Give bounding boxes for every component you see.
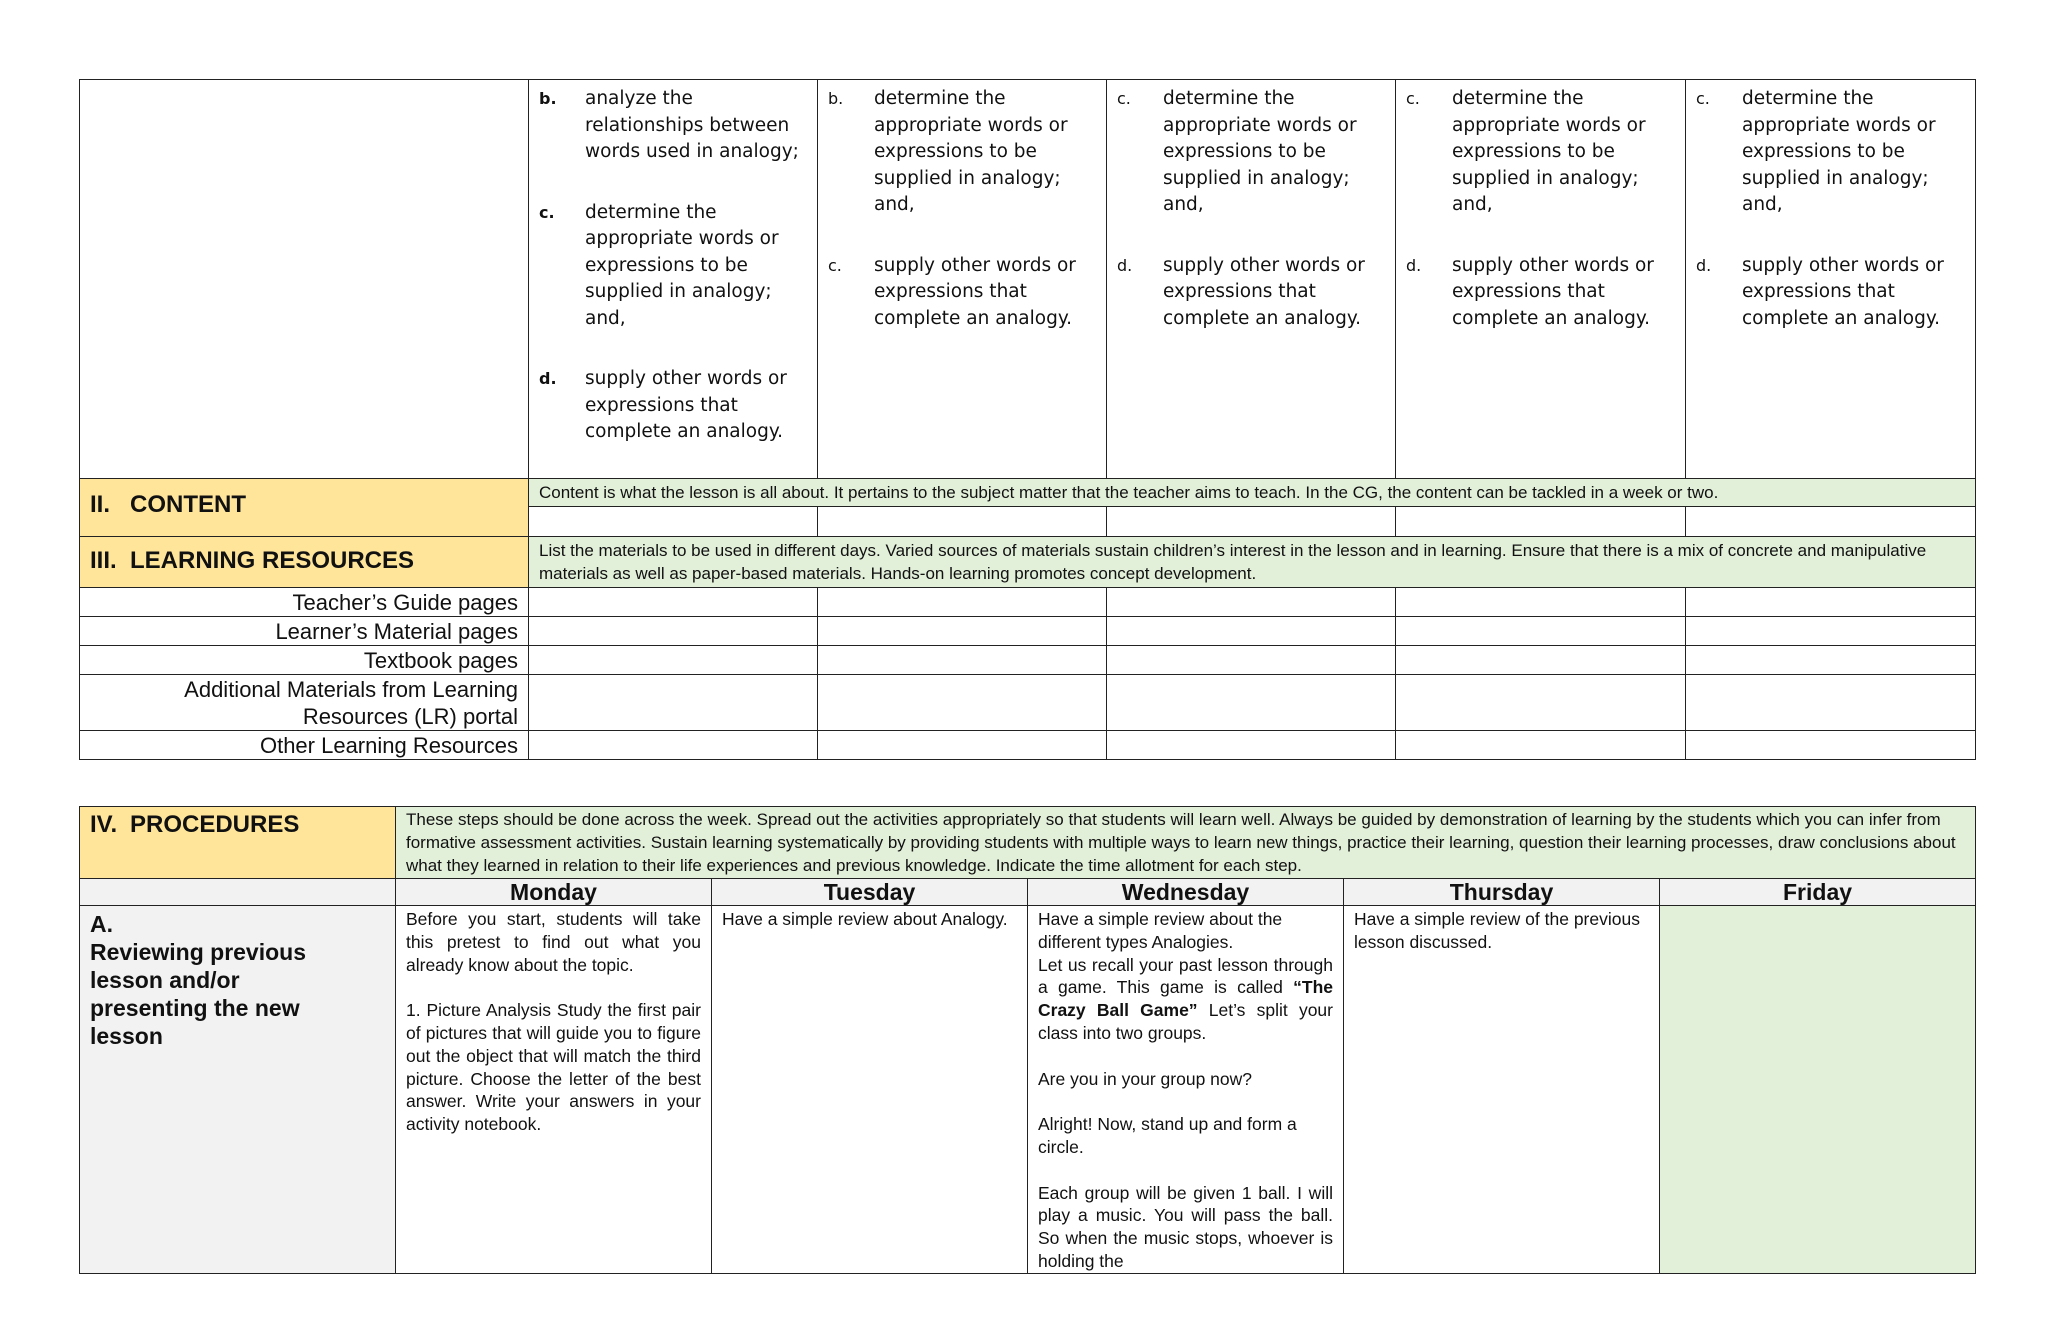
objectives-col-1 bbox=[529, 80, 818, 479]
objective-item: c. determine the appropriate words or expressions to be supplied in analogy; and, bbox=[1117, 88, 1357, 215]
resource-cell[interactable] bbox=[818, 675, 1107, 731]
resource-cell[interactable] bbox=[1686, 731, 1976, 760]
content-cell-monday[interactable] bbox=[529, 507, 818, 537]
resources-heading: III. LEARNING RESOURCES bbox=[80, 537, 529, 588]
resources-note-row bbox=[80, 537, 1976, 588]
resource-cell[interactable] bbox=[818, 617, 1107, 646]
content-cell-friday[interactable] bbox=[1686, 507, 1976, 537]
lesson-plan-table-top bbox=[79, 79, 1976, 760]
step-a-label: A.Reviewing previous lesson and/or presenting the new lesson bbox=[80, 906, 396, 1274]
content-cell-tuesday[interactable] bbox=[818, 507, 1107, 537]
objectives-label-cell bbox=[80, 80, 529, 479]
resource-cell[interactable] bbox=[529, 731, 818, 760]
objectives-col-4 bbox=[1396, 80, 1686, 479]
objectives-row bbox=[80, 80, 1976, 479]
resource-cell[interactable] bbox=[1396, 675, 1686, 731]
resource-row bbox=[80, 588, 1976, 617]
objective-item: d. supply other words or expressions that complete an analogy. bbox=[1117, 254, 1365, 329]
content-note-row bbox=[80, 479, 1976, 507]
resource-cell[interactable] bbox=[1396, 731, 1686, 760]
content-cell-thursday[interactable] bbox=[1396, 507, 1686, 537]
day-header-thursday: Thursday bbox=[1344, 879, 1660, 906]
content-heading: II. CONTENT bbox=[80, 479, 529, 537]
day-header-monday: Monday bbox=[396, 879, 712, 906]
day-header-tuesday: Tuesday bbox=[712, 879, 1028, 906]
objective-item: c. supply other words or expressions that complete an analogy. bbox=[828, 254, 1076, 329]
day-header-friday: Friday bbox=[1660, 879, 1976, 906]
resource-cell[interactable] bbox=[818, 731, 1107, 760]
resource-cell[interactable] bbox=[1107, 731, 1396, 760]
procedures-heading: IV. PROCEDURES bbox=[80, 807, 396, 879]
resource-cell[interactable] bbox=[529, 646, 818, 675]
resource-cell[interactable] bbox=[1107, 646, 1396, 675]
resource-row bbox=[80, 731, 1976, 760]
resource-cell[interactable] bbox=[1396, 588, 1686, 617]
objective-item: b. determine the appropriate words or expressions to be supplied in analogy; and, bbox=[828, 88, 1068, 215]
day-header-wednesday: Wednesday bbox=[1028, 879, 1344, 906]
procedures-note: These steps should be done across the week. Spread out the activities appropriately so that students will learn well. Always be guided by demonstration of learning by the students which you can infer from formative assessment activities. Sustain learning systematically by providing students with multiple ways to learn new things, practice their learning, question their learning processes, draw conclusions about what they learned in relation to their life experiences and previous knowledge. Indicate the time allotment for each step. bbox=[396, 807, 1976, 879]
resource-cell[interactable] bbox=[529, 617, 818, 646]
resource-cell[interactable] bbox=[1107, 675, 1396, 731]
day-header-row bbox=[80, 879, 1976, 906]
resource-cell[interactable] bbox=[1686, 675, 1976, 731]
step-a-row bbox=[80, 906, 1976, 1274]
objective-item: d. supply other words or expressions that complete an analogy. bbox=[1696, 254, 1944, 329]
lesson-plan-table-procedures bbox=[79, 806, 1976, 1274]
procedures-note-row bbox=[80, 807, 1976, 879]
objective-item: c. determine the appropriate words or expressions to be supplied in analogy; and, bbox=[1406, 88, 1646, 215]
resource-row bbox=[80, 675, 1976, 731]
objectives-col-2 bbox=[818, 80, 1107, 479]
resource-label-additional-materials: Additional Materials from Learning Resources (LR) portal bbox=[80, 675, 529, 731]
resource-label-teachers-guide: Teacher’s Guide pages bbox=[80, 588, 529, 617]
step-a-monday[interactable]: Before you start, students will take this pretest to find out what you already know about the topic. 1. Picture Analysis Study the first pair of pictures that will guide you to figure out the object that will match the third picture. Choose the letter of the best answer. Write your answers in your activity notebook. bbox=[396, 906, 712, 1274]
resource-cell[interactable] bbox=[1686, 617, 1976, 646]
content-note: Content is what the lesson is all about. It pertains to the subject matter that the teacher aims to teach. In the CG, the content can be tackled in a week or two. bbox=[529, 479, 1976, 507]
resource-row bbox=[80, 617, 1976, 646]
resource-cell[interactable] bbox=[1396, 646, 1686, 675]
resource-label-other: Other Learning Resources bbox=[80, 731, 529, 760]
resource-label-learners-material: Learner’s Material pages bbox=[80, 617, 529, 646]
objective-item: d. supply other words or expressions that complete an analogy. bbox=[1406, 254, 1654, 329]
resource-cell[interactable] bbox=[1107, 588, 1396, 617]
step-a-friday[interactable] bbox=[1660, 906, 1976, 1274]
resources-note: List the materials to be used in different days. Varied sources of materials sustain children’s interest in the lesson and in learning. Ensure that there is a mix of concrete and manipulative materials as well as paper-based materials. Hands-on learning promotes concept development. bbox=[529, 537, 1976, 588]
resource-label-textbook: Textbook pages bbox=[80, 646, 529, 675]
resource-row bbox=[80, 646, 1976, 675]
resource-cell[interactable] bbox=[1396, 617, 1686, 646]
resource-cell[interactable] bbox=[818, 588, 1107, 617]
resource-cell[interactable] bbox=[529, 675, 818, 731]
objectives-col-3 bbox=[1107, 80, 1396, 479]
content-cell-wednesday[interactable] bbox=[1107, 507, 1396, 537]
resource-cell[interactable] bbox=[1107, 617, 1396, 646]
objective-item: c. determine the appropriate words or expressions to be supplied in analogy; and, bbox=[1696, 88, 1936, 215]
resource-cell[interactable] bbox=[529, 588, 818, 617]
resource-cell[interactable] bbox=[1686, 588, 1976, 617]
objective-item: b. analyze the relationships between words used in analogy; bbox=[539, 88, 799, 162]
resource-cell[interactable] bbox=[1686, 646, 1976, 675]
step-a-tuesday[interactable]: Have a simple review about Analogy. bbox=[712, 906, 1028, 1274]
objective-item: c. determine the appropriate words or expressions to be supplied in analogy; and, bbox=[539, 201, 779, 329]
objectives-col-5 bbox=[1686, 80, 1976, 479]
day-header-blank bbox=[80, 879, 396, 906]
objective-item: d. supply other words or expressions that complete an analogy. bbox=[539, 368, 787, 442]
step-a-thursday[interactable]: Have a simple review of the previous lesson discussed. bbox=[1344, 906, 1660, 1274]
resource-cell[interactable] bbox=[818, 646, 1107, 675]
step-a-wednesday[interactable]: Have a simple review about the different types Analogies. Let us recall your past lesson through a game. This game is called “The Crazy Ball Game” Let’s split your class into two groups. Are you in your group now? Alright! Now, stand up and form a circle. Each group will be given 1 ball. I will play a music. You will pass the ball. So when the music stops, whoever is holding the bbox=[1028, 906, 1344, 1274]
